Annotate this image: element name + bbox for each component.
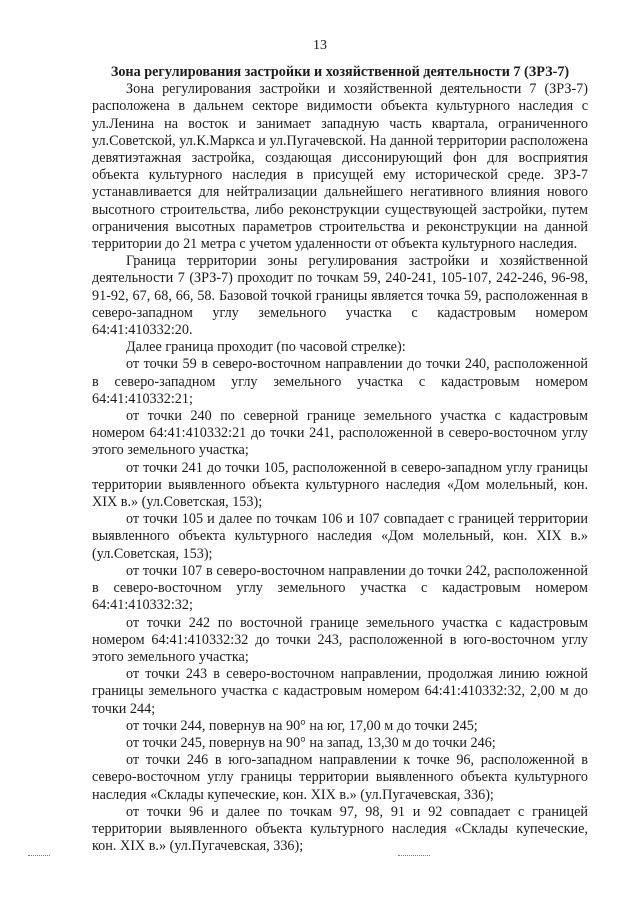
paragraph-segment-96-92: от точки 96 и далее по точкам 97, 98, 91 и 92 совпадает с границей территории выявленного объекта культурного наследия «Склады купеческие, кон. XIX в.» (ул.Пугачевская, 336); [92,803,588,855]
scan-artifacts [0,855,640,861]
page-number: 13 [313,38,327,53]
paragraph-segment-105-107: от точки 105 и далее по точкам 106 и 107 совпадает с границей территории выявленного объекта культурного наследия «Дом молельный, кон. XIX в.» (ул.Советская, 153); [92,511,588,562]
paragraph-segment-240-241: от точки 240 по северной границе земельного участка с кадастровым номером 64:41:410332:21 до точки 241, расположенной в северо-восточном углу этого земельного участка; [92,408,588,459]
paragraph-segment-245-246: от точки 245, повернув на 90° на запад, 13,30 м до точки 246; [126,734,496,751]
paragraph-segment-59-240: от точки 59 в северо-восточном направлении до точки 240, расположенной в северо-западном углу земельного участка с кадастровым номером 64:41:410332:21; [92,356,588,407]
paragraph-segment-246-96: от точки 246 в юго-западном направлении к точке 96, расположенной в северо-восточном углу границы территории выявленного объекта культурного наследия «Склады купеческие, кон. XIX в.» (ул.Пугачевская, 336); [92,752,588,803]
document-body [92,64,588,855]
scan-mark-right [398,855,430,857]
section-title: Зона регулирования застройки и хозяйственной деятельности 7 (ЗРЗ-7) [110,64,570,80]
paragraph-segment-107-242: от точки 107 в северо-восточном направлении до точки 242, расположенной в северо-восточном углу земельного участка с кадастровым номером 64:41:410332:32; [92,562,588,614]
paragraph-segment-243-244: от точки 243 в северо-восточном направлении, продолжая линию южной границы земельного участка с кадастровым номером 64:41:410332:32, 2,00 м до точки 244; [92,666,588,717]
paragraph-zone-description: Зона регулирования застройки и хозяйственной деятельности 7 (ЗРЗ-7) расположена в дальнем секторе видимости объекта культурного наследия с ул.Ленина на восток и занимает западную часть квартала, ограниченного ул.Советской, ул.К.Маркса и ул.Пугачевской. На данной территории расположена девятиэтажная застройка, создающая диссонирующий фон для восприятия объекта культурного наследия в присущей ему исторической среде. ЗРЗ-7 устанавливается для нейтрализации дальнейшего негативного влияния нового высотного строительства, либо реконструкции существующей застройки, путем ограничения высотных параметров строительства и реконструкции на данной территории до 21 метра с учетом удаленности от объекта культурного наследия. [92,81,588,253]
paragraph-boundary-points: Граница территории зоны регулирования застройки и хозяйственной деятельности 7 (ЗРЗ-7) проходит по точкам 59, 240-241, 105-107, 242-246, 96-98, 91-92, 67, 68, 66, 58. Базовой точкой границы является точка 59, расположенная в северо-западном углу земельного участка с кадастровым номером 64:41:410332:20. [92,253,588,339]
paragraph-segment-242-243: от точки 242 по восточной границе земельного участка с кадастровым номером 64:41:410332:32 до точки 243, расположенной в юго-восточном углу этого земельного участка; [92,614,588,665]
scan-mark-left [28,855,50,857]
paragraph-segment-241-105: от точки 241 до точки 105, расположенной в северо-западном углу границы территории выявленного объекта культурного наследия «Дом молельный, кон. XIX в.» (ул.Советская, 153); [92,459,588,511]
paragraph-boundary-intro: Далее граница проходит (по часовой стрелке): [126,339,406,356]
paragraph-segment-244-245: от точки 244, повернув на 90° на юг, 17,00 м до точки 245; [126,717,478,734]
